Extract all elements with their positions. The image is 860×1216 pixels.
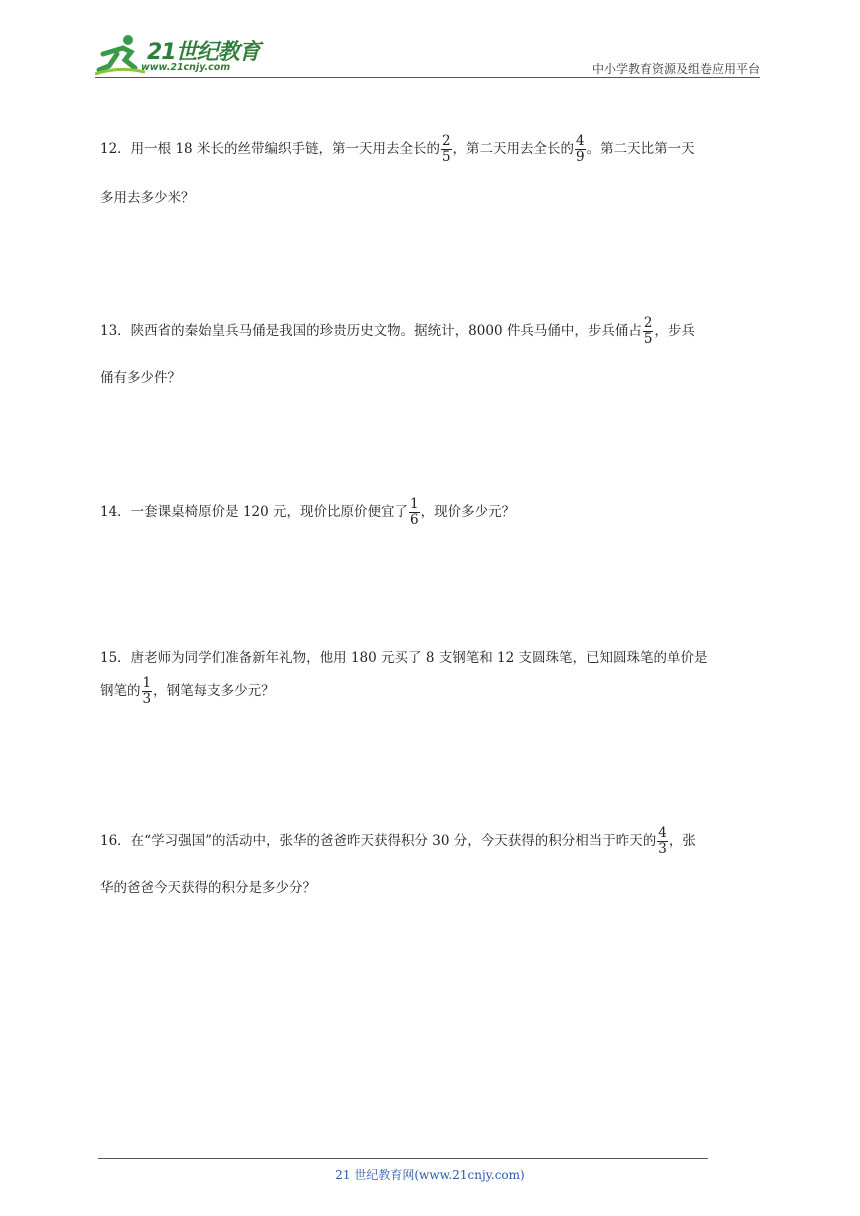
question-text: 钢笔的 bbox=[100, 683, 141, 699]
fraction: $\frac{4}{9}$ bbox=[576, 133, 585, 165]
question-text: 15．唐老师为同学们准备新年礼物，他用 180 元买了 8 支钢笔和 12 支圆珠笔，已知圆珠笔的单价是 bbox=[100, 650, 708, 666]
footer-divider bbox=[98, 1158, 708, 1159]
site-logo[interactable] bbox=[95, 32, 265, 78]
fraction: $\frac{4}{3}$ bbox=[658, 825, 667, 857]
page-header bbox=[95, 32, 760, 78]
question-text: 12．用一根 18 米长的丝带编织手链，第一天用去全长的 bbox=[100, 141, 440, 157]
question-text: ，第二天用去全长的 bbox=[452, 141, 575, 157]
question-text: ，步兵 bbox=[654, 323, 695, 339]
question-text: 俑有多少件？ bbox=[100, 370, 181, 386]
runner-logo-icon bbox=[95, 32, 145, 78]
footer-link[interactable]: 21 世纪教育网(www.21cnjy.com) bbox=[335, 1168, 525, 1182]
fraction: $\frac{1}{3}$ bbox=[142, 675, 152, 707]
question-text: 13．陕西省的秦始皇兵马俑是我国的珍贵历史文物。据统计，8000 件兵马俑中，步兵俑占 bbox=[100, 323, 642, 339]
question-text: 16．在“学习强国”的活动中，张华的爸爸昨天获得积分 30 分，今天获得的积分相当于昨天的 bbox=[100, 833, 657, 849]
question-text: ，张 bbox=[668, 833, 696, 849]
question-text: 多用去多少米？ bbox=[100, 190, 195, 206]
platform-title: 中小学教育资源及组卷应用平台 bbox=[591, 62, 760, 76]
logo-url-text: www.21cnjy.com bbox=[141, 62, 231, 73]
fraction: $\frac{2}{5}$ bbox=[643, 315, 653, 347]
fraction: $\frac{1}{6}$ bbox=[410, 496, 419, 528]
header-divider bbox=[95, 77, 760, 78]
question-text: ，现价多少元？ bbox=[420, 504, 516, 520]
logo-main-text: 21世纪教育 bbox=[147, 40, 260, 65]
question-text: 。第二天比第一天 bbox=[586, 141, 695, 157]
question-text: 华的爸爸今天获得的积分是多少分？ bbox=[100, 880, 316, 896]
question-text: 14．一套课桌椅原价是 120 元，现价比原价便宜了 bbox=[100, 504, 409, 520]
fraction: $\frac{2}{5}$ bbox=[441, 133, 451, 165]
question-text: ，钢笔每支多少元？ bbox=[153, 683, 275, 699]
